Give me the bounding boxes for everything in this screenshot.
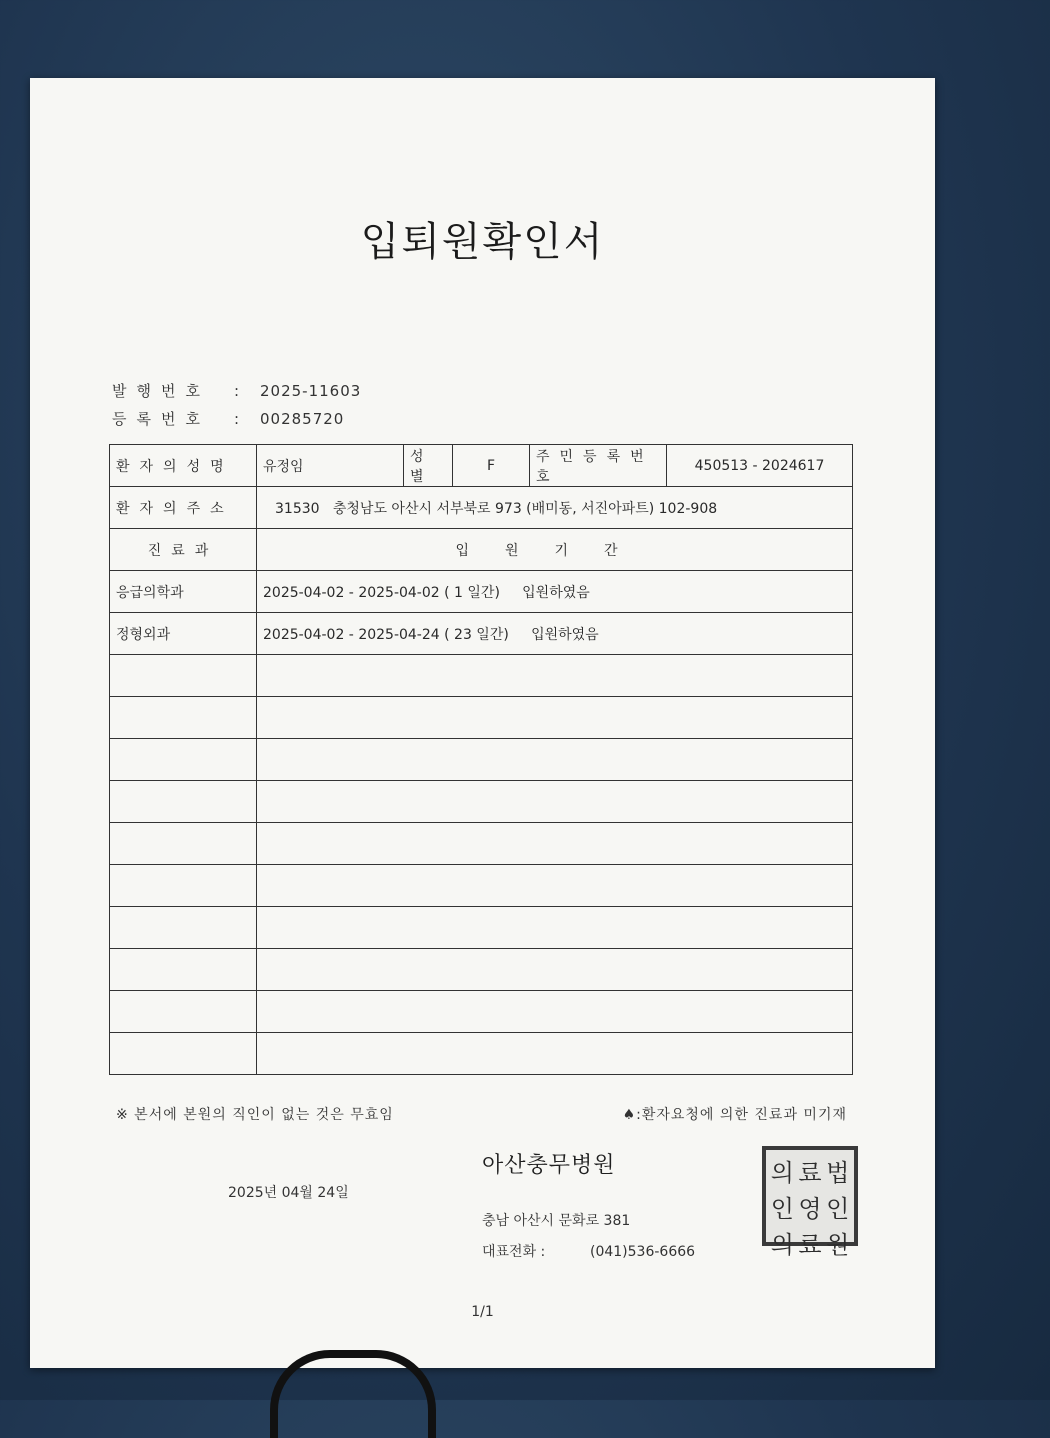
- hospital-name: 아산충무병원: [482, 1153, 616, 1178]
- document-paper: [30, 78, 935, 1368]
- empty-row: [110, 697, 853, 739]
- address-value: 31530 충청남도 아산시 서부북로 973 (배미동, 서진아파트) 102-908: [257, 487, 853, 529]
- empty-row: [110, 991, 853, 1033]
- empty-cell: [257, 907, 853, 949]
- rrn-value: 450513 - 2024617: [667, 445, 853, 487]
- empty-row: [110, 907, 853, 949]
- period-cell: 2025-04-02 - 2025-04-02 ( 1 일간) 입원하였음: [257, 571, 853, 613]
- empty-cell: [110, 949, 257, 991]
- patient-info-row: [110, 445, 853, 487]
- hospital-address: 충남 아산시 문화로 381: [482, 1213, 631, 1229]
- registration-number-label: 등록번호: [112, 410, 210, 428]
- empty-cell: [110, 865, 257, 907]
- empty-row: [110, 655, 853, 697]
- cable-shadow: [270, 1350, 436, 1438]
- empty-cell: [110, 739, 257, 781]
- empty-cell: [110, 907, 257, 949]
- rrn-label: 주민등록번호: [530, 445, 667, 487]
- phone-value: (041)536-6666: [590, 1244, 696, 1260]
- document-title: 입퇴원확인서: [360, 219, 605, 265]
- official-seal: [762, 1146, 858, 1259]
- empty-cell: [257, 655, 853, 697]
- registration-number-value: 00285720: [260, 410, 345, 428]
- issue-number-colon: :: [234, 382, 240, 400]
- patient-name-label: 환자의성명: [110, 445, 257, 487]
- empty-cell: [257, 697, 853, 739]
- patient-name-value: 유정임: [257, 445, 404, 487]
- page-number: 1/1: [471, 1304, 494, 1320]
- period-header-row: [110, 529, 853, 571]
- empty-cell: [110, 991, 257, 1033]
- empty-row: [110, 823, 853, 865]
- empty-row: [110, 865, 853, 907]
- issue-number-row: [112, 380, 361, 401]
- empty-row: [110, 739, 853, 781]
- empty-cell: [257, 823, 853, 865]
- address-label: 환자의주소: [110, 487, 257, 529]
- empty-cell: [110, 781, 257, 823]
- issue-date: 2025년 04월 24일: [228, 1185, 349, 1201]
- seal-char: 의: [770, 1231, 794, 1259]
- table-row: [110, 613, 853, 655]
- empty-cell: [257, 949, 853, 991]
- empty-cell: [257, 739, 853, 781]
- invalid-without-seal-notice: ※ 본서에 본원의 직인이 없는 것은 무효임: [116, 1107, 394, 1123]
- period-header: 입원기간: [257, 529, 853, 571]
- seal-char: 인: [770, 1195, 794, 1223]
- period-cell: 2025-04-02 - 2025-04-24 ( 23 일간) 입원하였음: [257, 613, 853, 655]
- phone-label: 대표전화 :: [482, 1244, 546, 1260]
- seal-char: 법: [826, 1159, 850, 1187]
- seal-char: 영: [798, 1195, 822, 1223]
- dept-header: 진료과: [110, 529, 257, 571]
- empty-cell: [110, 823, 257, 865]
- issue-number-value: 2025-11603: [260, 382, 362, 400]
- empty-row: [110, 1033, 853, 1075]
- seal-char: 의: [770, 1159, 794, 1187]
- patient-address-row: [110, 487, 853, 529]
- dept-cell: 정형외과: [110, 613, 257, 655]
- empty-cell: [257, 1033, 853, 1075]
- empty-row: [110, 781, 853, 823]
- dept-cell: 응급의학과: [110, 571, 257, 613]
- empty-cell: [257, 781, 853, 823]
- seal-char: 인: [826, 1195, 850, 1223]
- sex-value: F: [453, 445, 530, 487]
- empty-cell: [110, 1033, 257, 1075]
- registration-number-row: [112, 408, 344, 429]
- hospital-phone: [482, 1241, 695, 1261]
- empty-cell: [257, 865, 853, 907]
- seal-char: 료: [798, 1159, 822, 1187]
- sex-label: 성별: [404, 445, 453, 487]
- dept-omission-notice: ♠:환자요청에 의한 진료과 미기재: [622, 1107, 847, 1123]
- seal-char: 료: [798, 1231, 822, 1259]
- seal-char: 원: [826, 1231, 850, 1259]
- empty-cell: [110, 655, 257, 697]
- table-row: [110, 571, 853, 613]
- admission-table: [109, 444, 853, 1075]
- empty-cell: [257, 991, 853, 1033]
- empty-row: [110, 949, 853, 991]
- empty-cell: [110, 697, 257, 739]
- issue-number-label: 발행번호: [112, 382, 210, 400]
- registration-number-colon: :: [234, 410, 240, 428]
